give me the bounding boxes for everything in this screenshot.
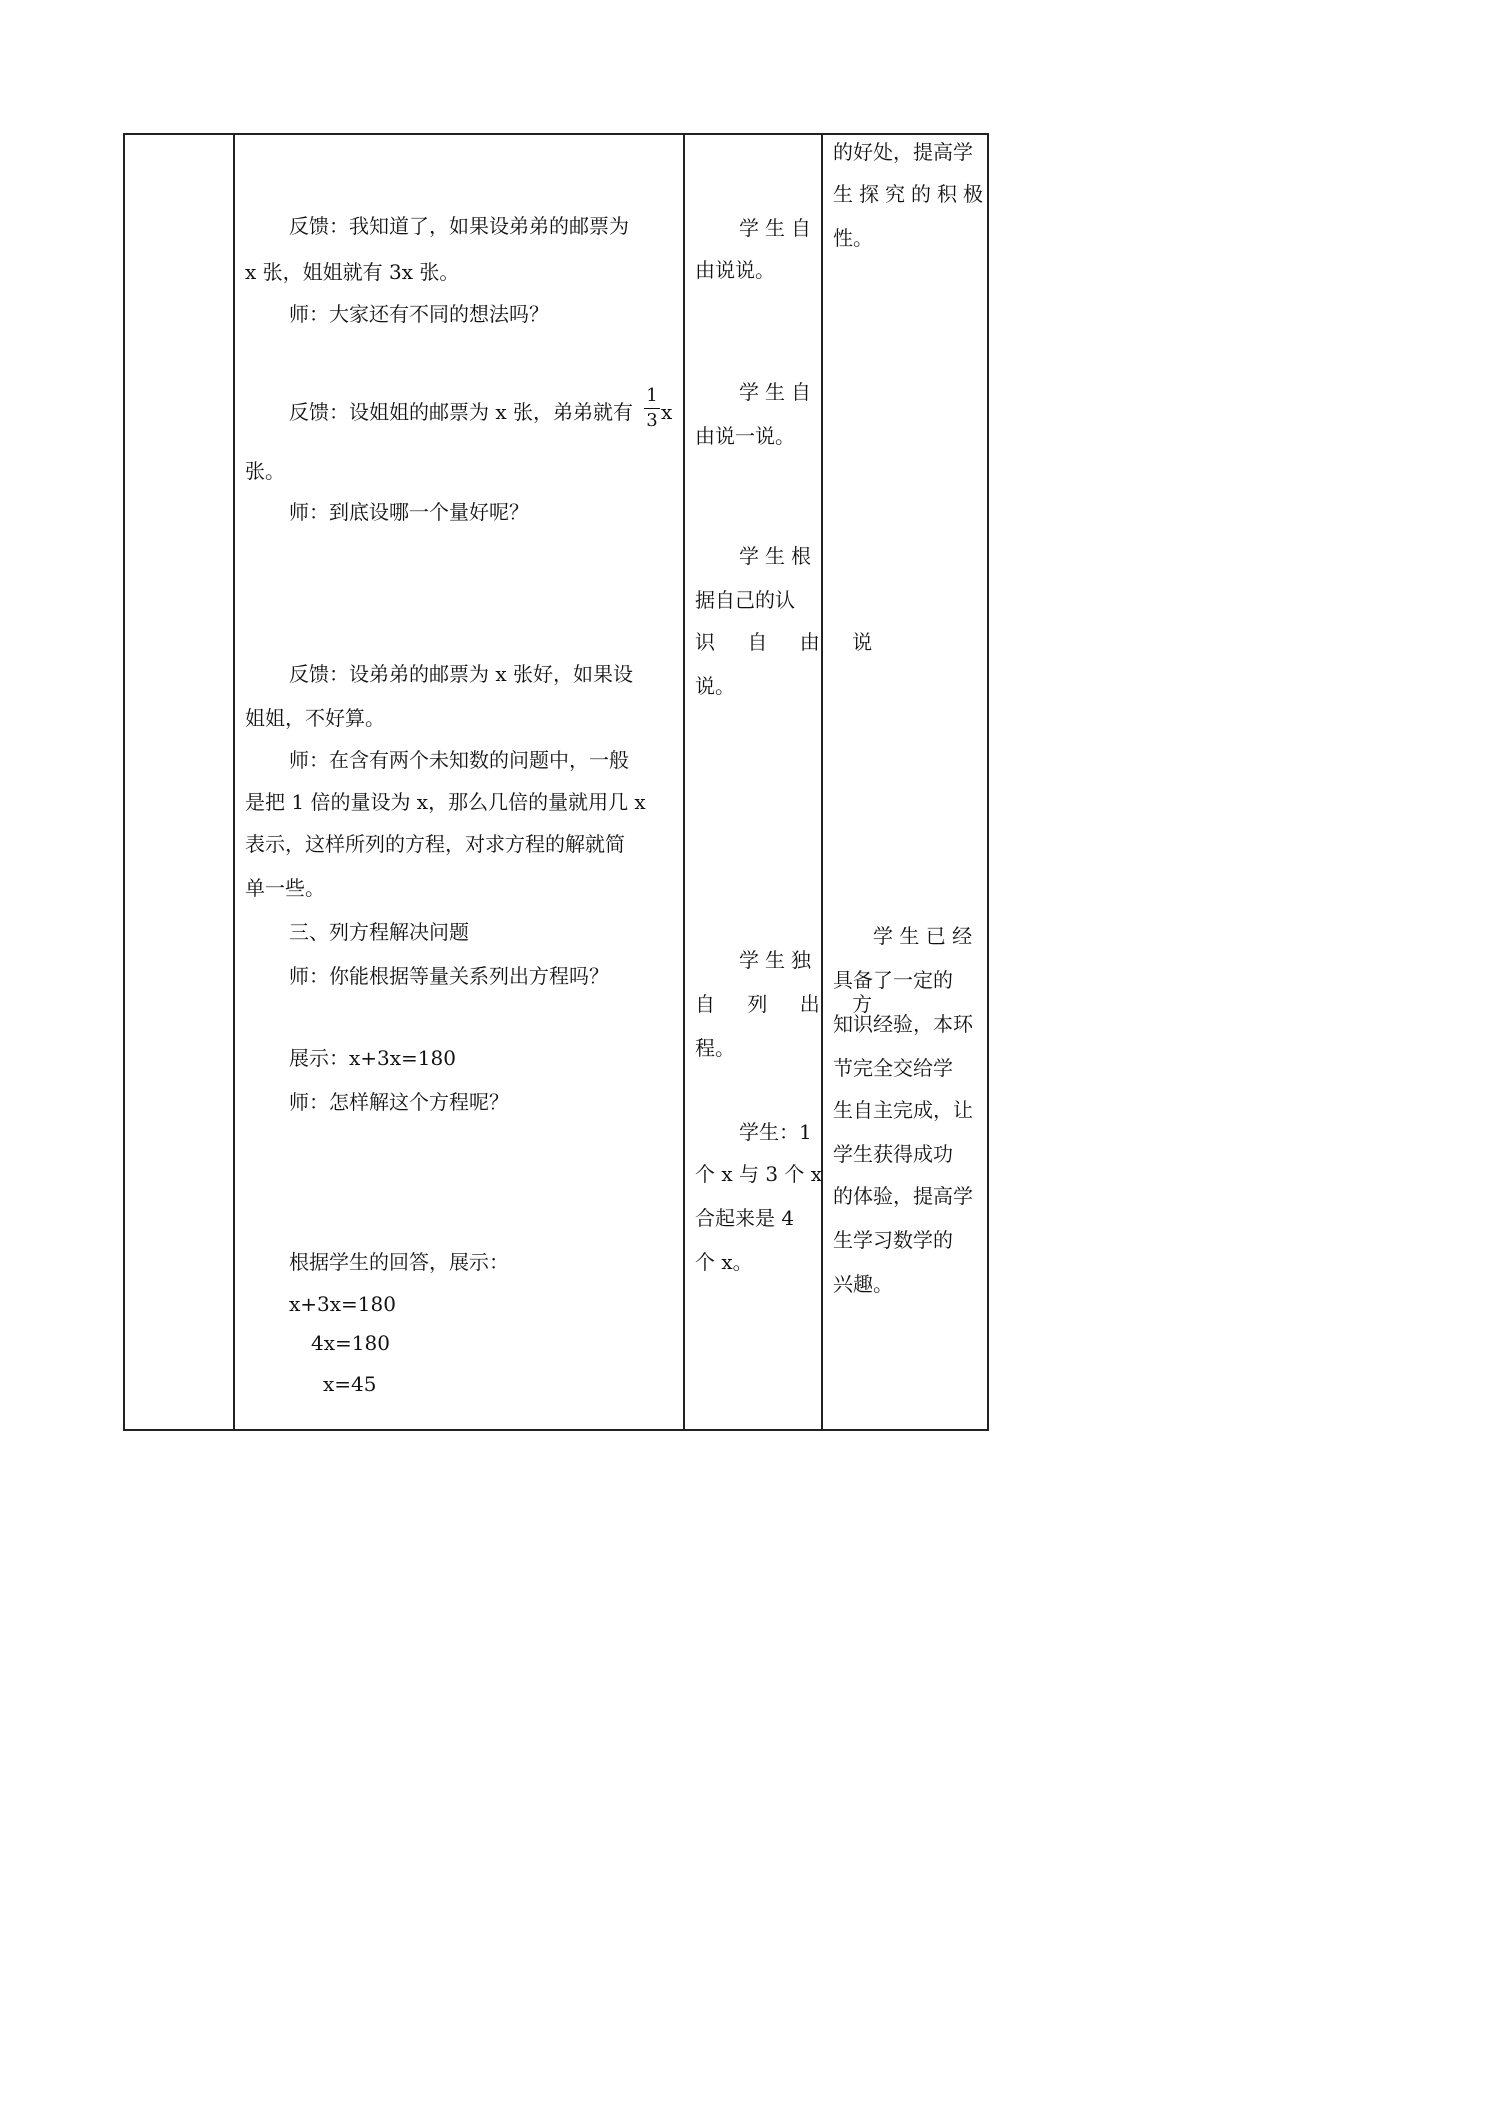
section-heading: 三、列方程解决问题	[289, 920, 469, 944]
design-note-line: 学 生 已 经	[873, 924, 973, 948]
fraction-numerator: 1	[646, 385, 658, 406]
student-activity-line: 说。	[695, 674, 735, 698]
student-activity-line: 自 列 出 方	[695, 992, 886, 1016]
feedback-line: 张。	[245, 459, 285, 483]
fraction-one-third	[644, 385, 660, 432]
feedback-line: x 张，姐姐就有 3x 张。	[245, 260, 460, 284]
fraction-bar	[644, 408, 660, 409]
teacher-line: 师：到底设哪一个量好呢？	[289, 500, 529, 524]
student-activity-line: 个 x 与 3 个 x	[695, 1162, 823, 1186]
design-note-line: 生探究的积极	[833, 182, 989, 206]
table-right-border	[987, 133, 989, 1431]
design-note-line: 生自主完成，让	[833, 1098, 973, 1122]
table-left-border	[123, 133, 125, 1431]
student-activity-line: 学生自	[739, 216, 817, 240]
table-top-border	[123, 133, 989, 135]
student-activity-line: 合起来是 4	[695, 1206, 795, 1230]
feedback-line: 反馈：我知道了，如果设弟弟的邮票为	[289, 214, 629, 238]
teacher-line: 师：你能根据等量关系列出方程吗？	[289, 964, 609, 988]
design-note-line: 节完全交给学	[833, 1056, 953, 1080]
student-activity-line: 由说一说。	[695, 424, 795, 448]
student-activity-line: 学生独	[739, 948, 817, 972]
design-note-line: 性。	[833, 226, 873, 250]
student-activity-line: 据自己的认	[695, 588, 795, 612]
teacher-line: 师：大家还有不同的想法吗？	[289, 302, 549, 326]
display-line: 展示：x+3x=180	[289, 1046, 456, 1070]
column-divider-2	[683, 133, 685, 1431]
student-activity-line: 学生自	[739, 380, 817, 404]
equation-step: x=45	[323, 1372, 377, 1396]
teacher-line: 单一些。	[245, 876, 325, 900]
fraction-denominator: 3	[646, 410, 658, 431]
student-activity-line: 学生：1	[739, 1120, 812, 1144]
feedback-line: 姐姐，不好算。	[245, 706, 385, 730]
design-note-line: 学生获得成功	[833, 1142, 953, 1166]
feedback-variable: x	[661, 400, 673, 424]
teacher-line: 师：在含有两个未知数的问题中，一般	[289, 748, 629, 772]
design-note-line: 的好处，提高学	[833, 140, 973, 164]
design-note-line: 的体验，提高学	[833, 1184, 973, 1208]
teacher-line: 表示，这样所列的方程，对求方程的解就简	[245, 832, 625, 856]
design-note-line: 生学习数学的	[833, 1228, 953, 1252]
student-activity-line: 学生根	[739, 544, 817, 568]
design-note-line: 知识经验，本环	[833, 1012, 973, 1036]
teacher-line: 是把 1 倍的量设为 x，那么几倍的量就用几 x	[245, 790, 646, 814]
student-activity-line: 程。	[695, 1036, 735, 1060]
feedback-line: 反馈：设弟弟的邮票为 x 张好，如果设	[289, 662, 633, 686]
equation-step: 4x=180	[311, 1331, 390, 1355]
teacher-line: 师：怎样解这个方程呢？	[289, 1090, 509, 1114]
equation-step: x+3x=180	[289, 1292, 396, 1316]
student-activity-line: 识 自 由 说	[695, 630, 886, 654]
design-note-line: 具备了一定的	[833, 968, 953, 992]
student-activity-line: 由说说。	[695, 258, 775, 282]
table-bottom-border	[123, 1429, 989, 1431]
student-activity-line: 个 x。	[695, 1250, 753, 1274]
column-divider-3	[821, 133, 823, 1431]
display-line: 根据学生的回答，展示：	[289, 1250, 509, 1274]
design-note-line: 兴趣。	[833, 1272, 893, 1296]
feedback-line: 反馈：设姐姐的邮票为 x 张，弟弟就有	[289, 400, 633, 424]
column-divider-1	[233, 133, 235, 1431]
